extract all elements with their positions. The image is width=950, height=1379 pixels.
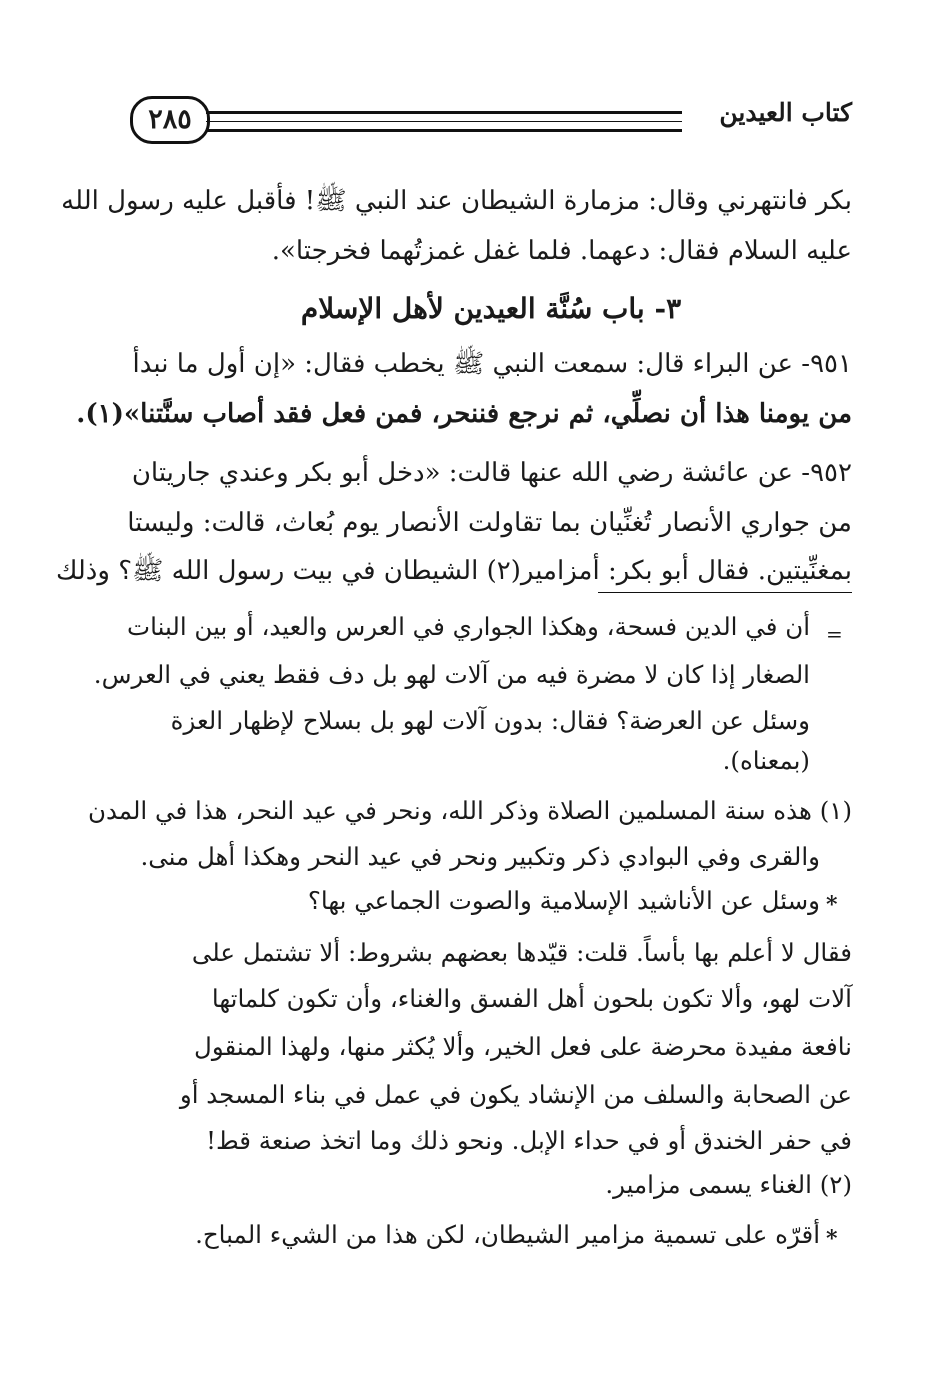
footnote-line: عن الصحابة والسلف من الإنشاد يكون في عمل في بناء المسجد أو [179,1080,852,1109]
footnote-line: في حفر الخندق أو في حداء الإبل. ونحو ذلك وما اتخذ صنعة قط! [206,1126,852,1155]
footnote-line: نافعة مفيدة محرضة على فعل الخير، وألا يُكثر منها، ولهذا المنقول [194,1032,852,1061]
footnote-line: الصغار إذا كان لا مضرة فيه من آلات لهو بل دف فقط يعني في العرس. [93,660,810,689]
footnote-divider [598,592,852,593]
note-marker: * [826,1226,838,1252]
footnote-line: آلات لهو، وألا تكون بلحون أهل الفسق والغناء، وأن تكون كلماتها [211,984,852,1013]
footnote-line: والقرى وفي البوادي ذكر وتكبير ونحر في عيد النحر وهكذا أهل منى. [140,842,820,871]
footnote-line: وسئل عن العرضة؟ فقال: بدون آلات لهو بل بسلاح لإظهار العزة [170,706,810,735]
text-line: بكر فانتهرني وقال: مزمارة الشيطان عند النبي ﷺ! فأقبل عليه رسول الله [61,186,852,216]
hadith-952-line: بمغنِّيتين. فقال أبو بكر: أمزامير(٢) الشيطان في بيت رسول الله ﷺ؟ وذلك [55,556,852,586]
hadith-952-line: ٩٥٢- عن عائشة رضي الله عنها قالت: «دخل أبو بكر وعندي جاريتان [131,458,852,488]
hadith-952-line: من جواري الأنصار تُغنِّيان بما تقاولت الأنصار يوم بُعاث، قالت: وليستا [127,508,852,538]
hadith-951-line: ٩٥١- عن البراء قال: سمعت النبي ﷺ يخطب فقال: «إن أول ما نبدأ [132,349,852,379]
footnote-line: أقرّه على تسمية مزامير الشيطان، لكن هذا من الشيء المباح. [195,1220,820,1249]
footnote-line: وسئل عن الأناشيد الإسلامية والصوت الجماعي بها؟ [307,886,820,915]
footnote-line: (بمعناه). [722,746,810,775]
footnote-2: (٢) الغناء يسمى مزامير. [605,1170,852,1199]
footnote-line: أن في الدين فسحة، وهكذا الجواري في العرس والعيد، أو بين البنات [127,612,810,641]
note-marker: * [826,892,838,918]
header-rule [206,121,682,122]
page-header [130,92,852,148]
footnote-1: (١) هذه سنة المسلمين الصلاة وذكر الله، ونحر في عيد النحر، هذا في المدن [87,796,852,825]
continuation-mark: = [826,622,843,646]
section-heading: ٣- باب سُنَّة العيدين لأهل الإسلام [300,292,682,325]
page-number: ٢٨٥ [130,96,210,144]
hadith-951-line: من يومنا هذا أن نصلِّي، ثم نرجع فننحر، فمن فعل فقد أصاب سنَّتنا»(١). [76,399,852,429]
header-rule [206,111,682,114]
header-rule [206,129,682,132]
text-line: عليه السلام فقال: دعهما. فلما غفل غمزتُهما فخرجتا». [271,236,852,266]
book-title: كتاب العيدين [719,98,852,127]
footnote-line: فقال لا أعلم بها بأساً. قلت: قيّدها بعضهم بشروط: ألا تشتمل على [191,938,852,967]
